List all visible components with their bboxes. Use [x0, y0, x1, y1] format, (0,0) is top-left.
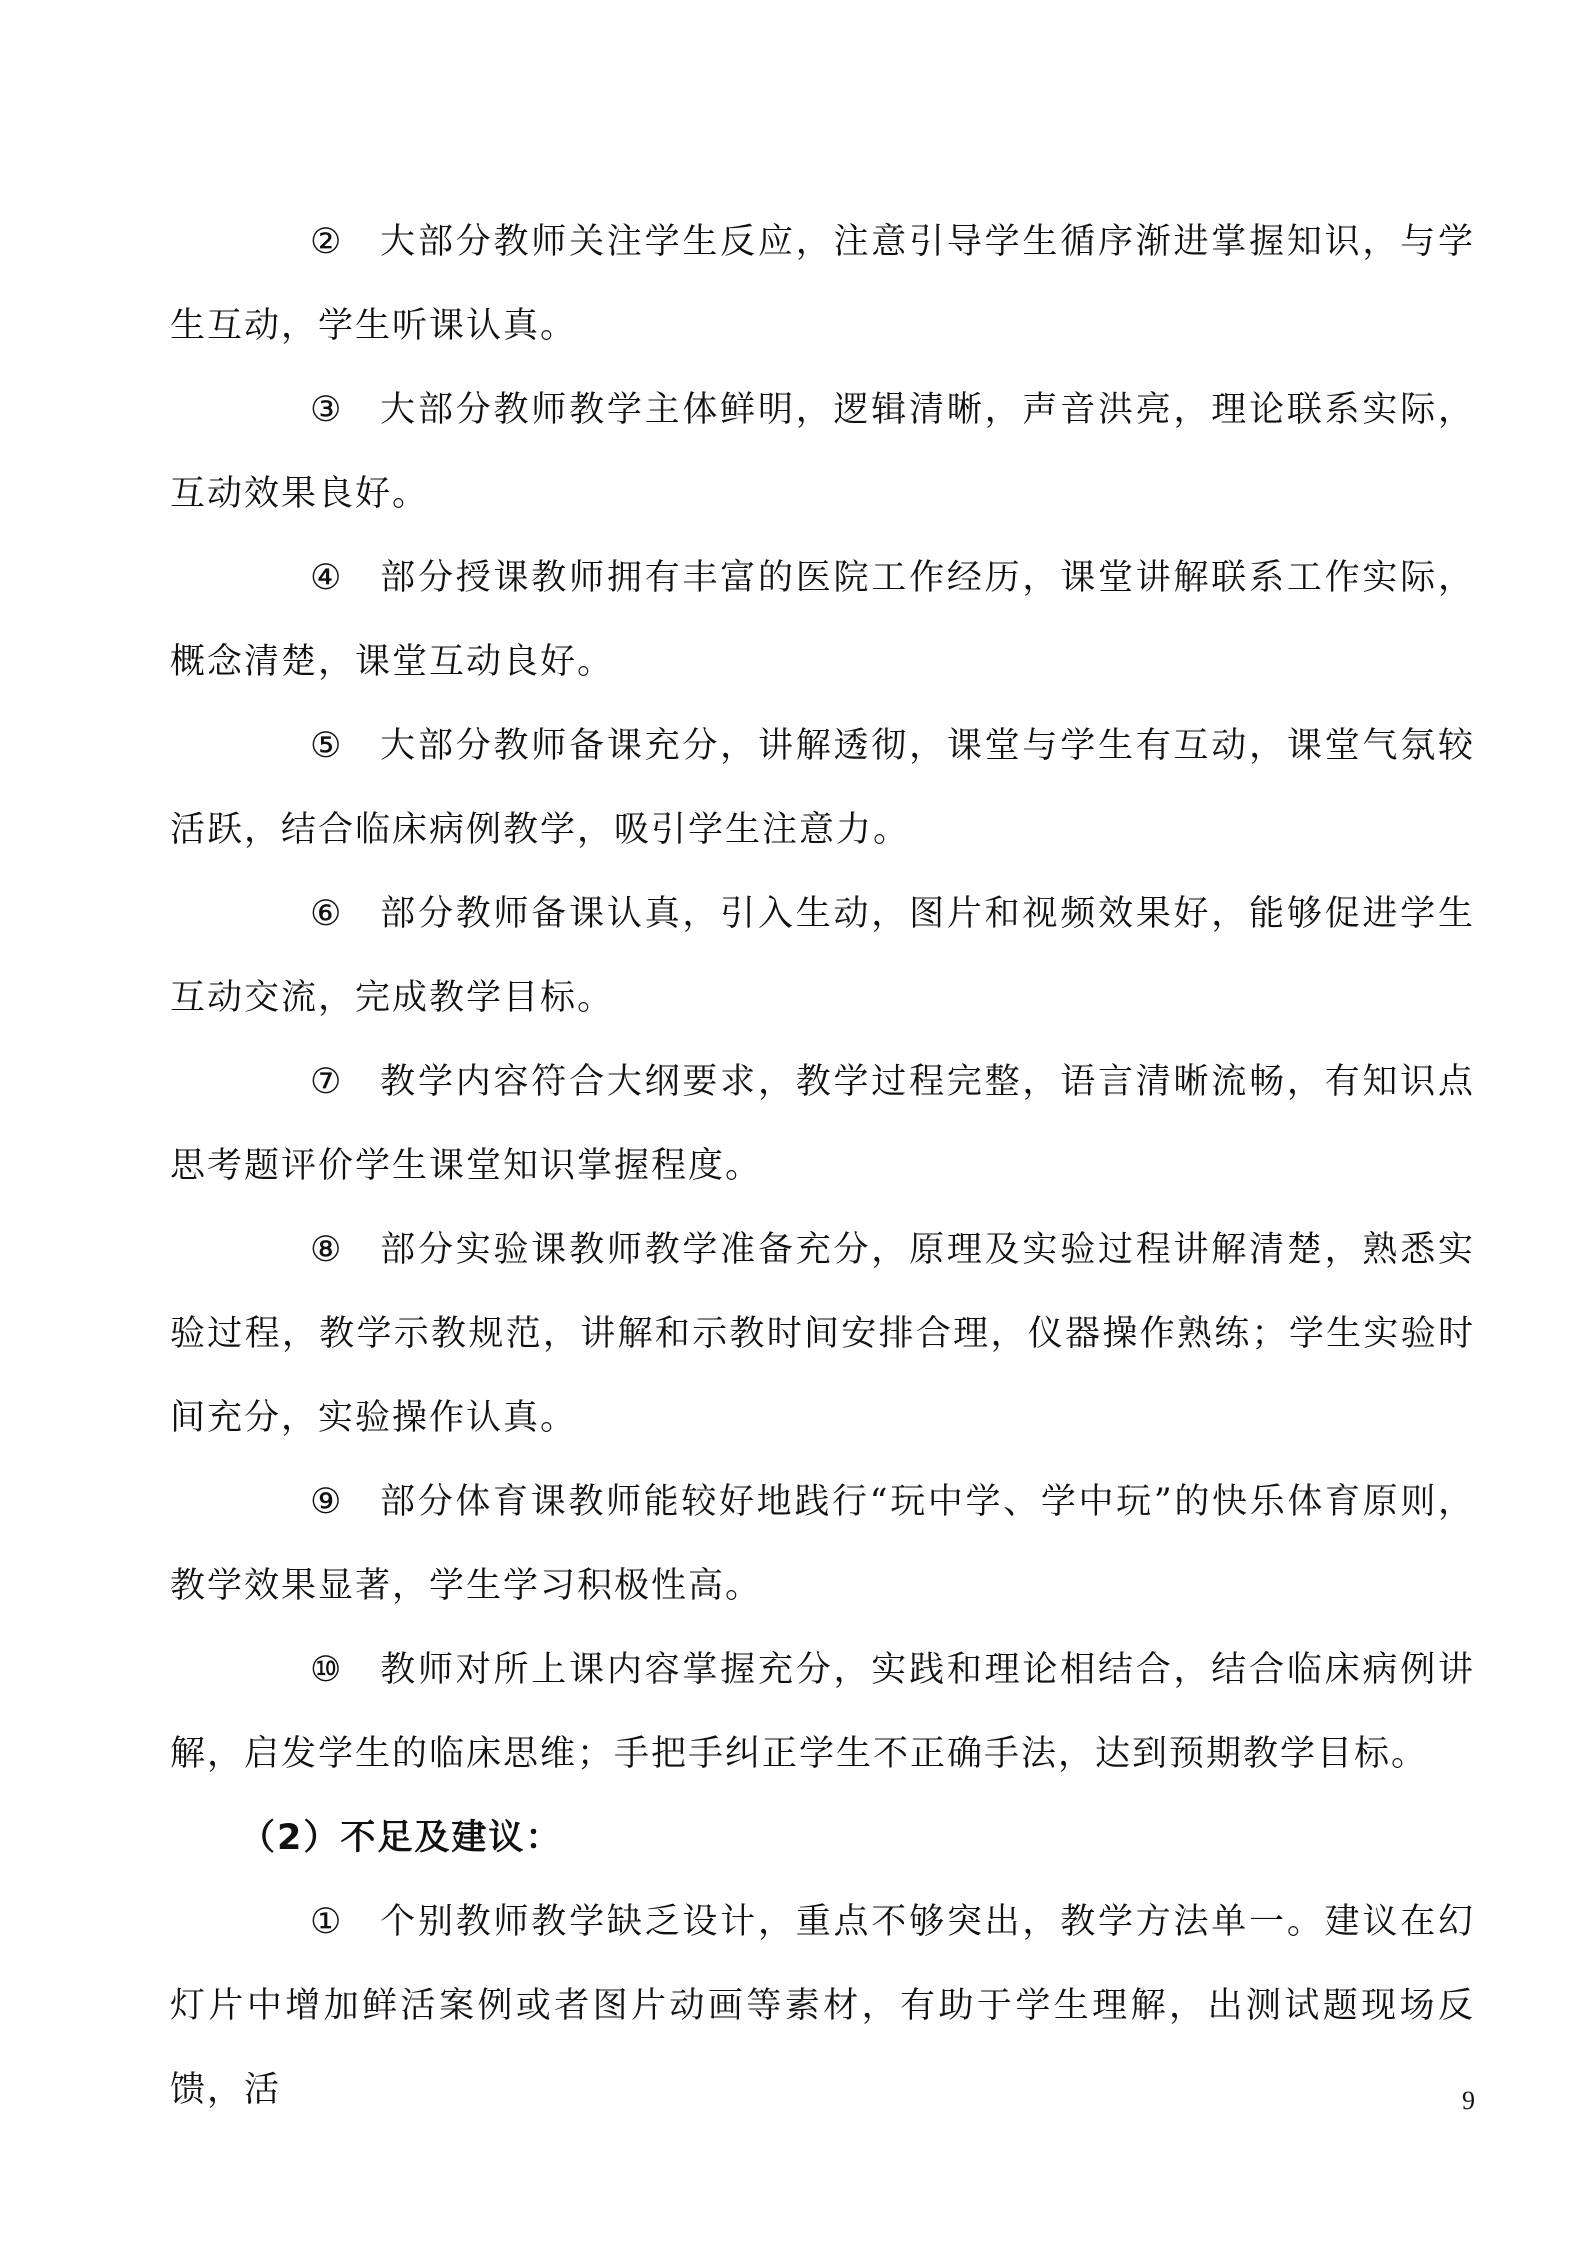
paragraph-text: 部分教师备课认真，引入生动，图片和视频效果好，能够促进学生互动交流，完成教学目标。: [170, 894, 1475, 1018]
suggestion-1: [170, 1880, 1475, 2132]
item-number: ⑤: [310, 726, 344, 766]
paragraph-5: [170, 704, 1475, 872]
section-heading: （2）不足及建议：: [240, 1818, 563, 1858]
item-number: ⑥: [310, 894, 344, 934]
paragraph-6: [170, 872, 1475, 1040]
item-number: ⑧: [310, 1230, 344, 1270]
item-number: ④: [310, 558, 344, 598]
paragraph-text: 部分体育课教师能较好地践行“玩中学、学中玩”的快乐体育原则，教学效果显著，学生学习积极性高。: [170, 1482, 1475, 1606]
item-number: ③: [310, 390, 344, 430]
page-number: 9: [1462, 2086, 1475, 2115]
paragraph-text: 个别教师教学缺乏设计，重点不够突出，教学方法单一。建议在幻灯片中增加鲜活案例或者图片动画等素材，有助于学生理解，出测试题现场反馈，活: [170, 1902, 1475, 2110]
paragraph-text: 教师对所上课内容掌握充分，实践和理论相结合，结合临床病例讲解，启发学生的临床思维；手把手纠正学生不正确手法，达到预期教学目标。: [170, 1650, 1475, 1774]
paragraph-text: 部分授课教师拥有丰富的医院工作经历，课堂讲解联系工作实际，概念清楚，课堂互动良好。: [170, 558, 1475, 682]
paragraph-3: [170, 368, 1475, 536]
paragraph-text: 部分实验课教师教学准备充分，原理及实验过程讲解清楚，熟悉实验过程，教学示教规范，讲解和示教时间安排合理，仪器操作熟练；学生实验时间充分，实验操作认真。: [170, 1230, 1475, 1438]
paragraph-text: 大部分教师关注学生反应，注意引导学生循序渐进掌握知识，与学生互动，学生听课认真。: [170, 222, 1475, 346]
item-number: ⑩: [310, 1650, 344, 1690]
item-number: ②: [310, 222, 344, 262]
paragraph-text: 大部分教师教学主体鲜明，逻辑清晰，声音洪亮，理论联系实际，互动效果良好。: [170, 390, 1475, 514]
paragraph-7: [170, 1040, 1475, 1208]
document-body: [170, 200, 1475, 2132]
paragraph-text: 大部分教师备课充分，讲解透彻，课堂与学生有互动，课堂气氛较活跃，结合临床病例教学，吸引学生注意力。: [170, 726, 1475, 850]
item-number: ⑦: [310, 1062, 344, 1102]
paragraph-4: [170, 536, 1475, 704]
paragraph-10: [170, 1628, 1475, 1796]
paragraph-9: [170, 1460, 1475, 1628]
item-number: ⑨: [310, 1482, 344, 1522]
paragraph-text: 教学内容符合大纲要求，教学过程完整，语言清晰流畅，有知识点思考题评价学生课堂知识掌握程度。: [170, 1062, 1475, 1186]
paragraph-2: [170, 200, 1475, 368]
item-number: ①: [310, 1902, 344, 1942]
paragraph-8: [170, 1208, 1475, 1460]
